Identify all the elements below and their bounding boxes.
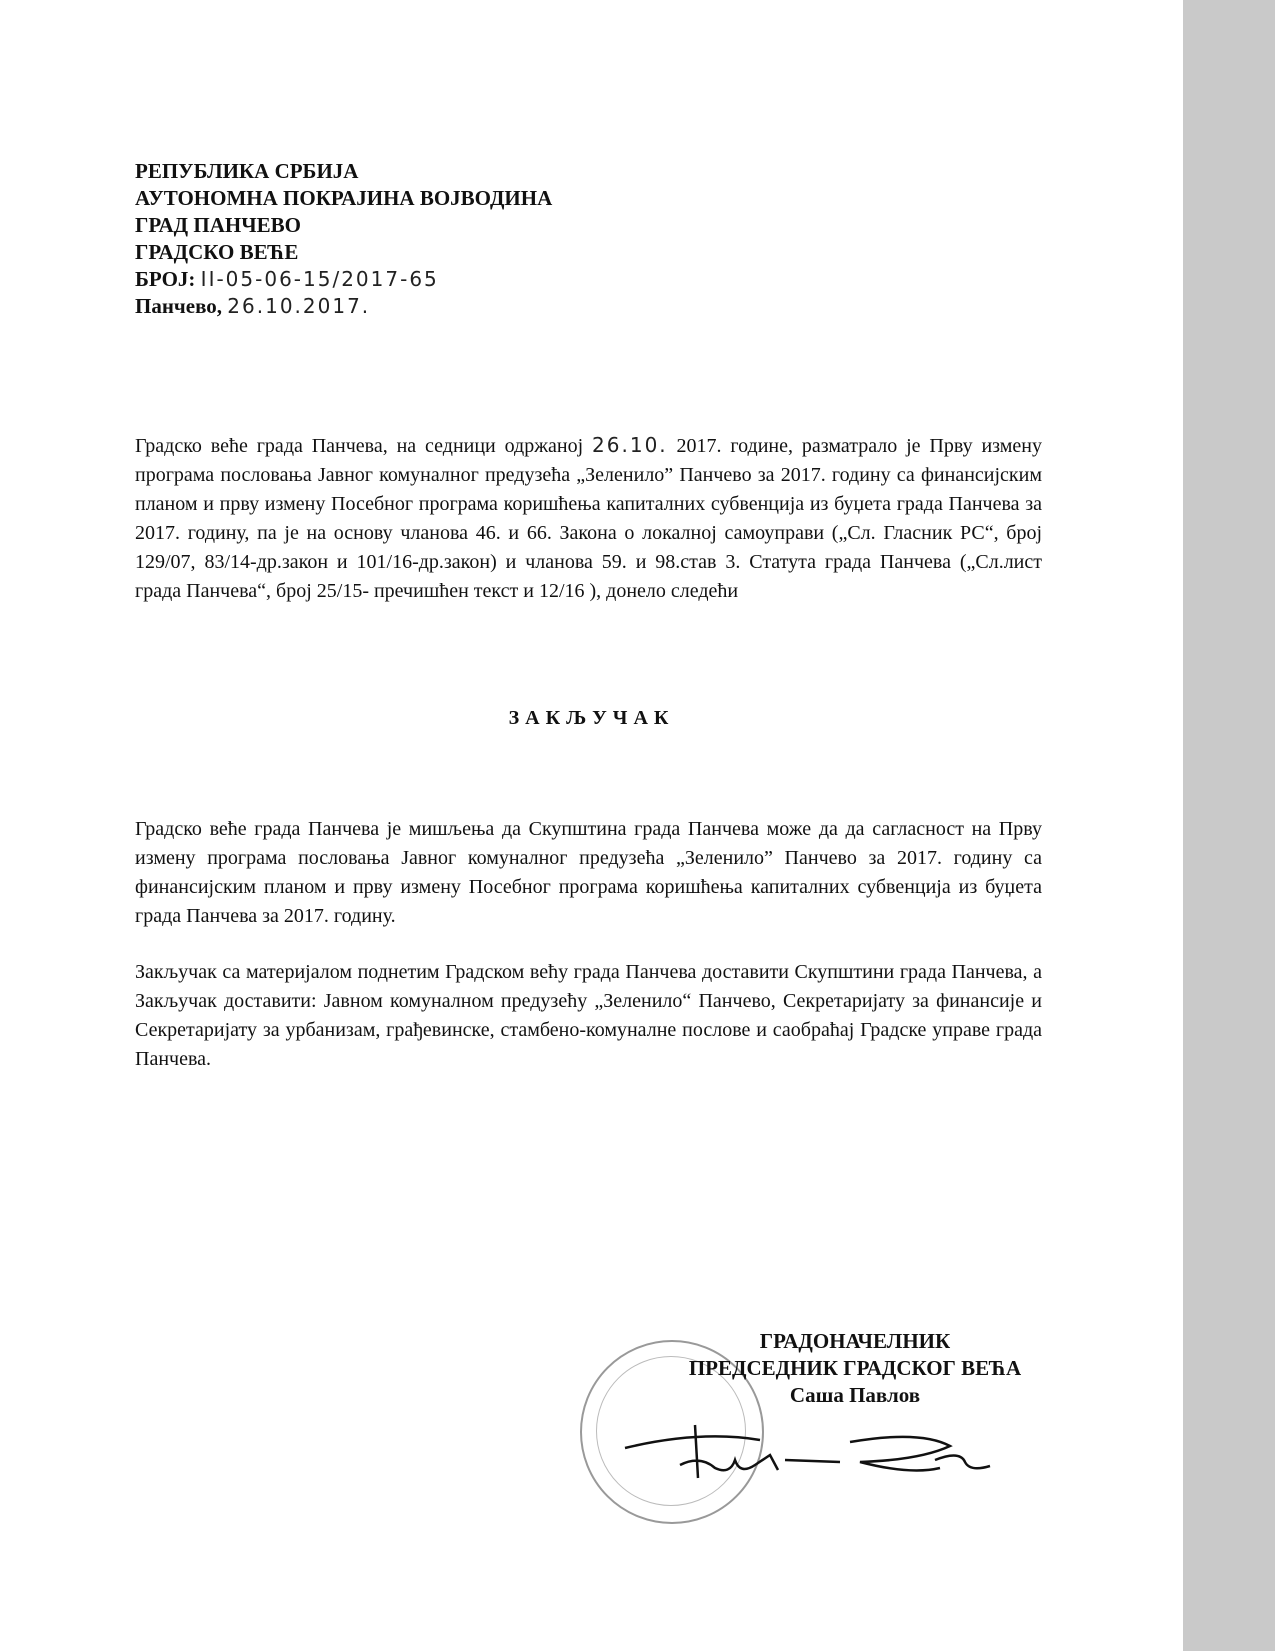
document-title: ЗАКЉУЧАК <box>508 707 675 729</box>
intro-text: 2017. године, разматрало је Прву измену програма пословања Јавног комуналног предузећа „Зеленило” Панчево за 2017. годину са финансијским планом и прву измену Посебног програма коришћења капиталних субвенција из буџета града Панчева за 2017. годину, па је на основу чланова 46. и 66. Закона о локалној самоуправи („Сл. Гласник РС“, број 129/07, 83/14-др.закон и 101/16-др.закон) и чланова 59. и 98.став 3. Статута града Панчева („Сл.лист града Панчева“, број 25/15- пречишћен текст и 12/16 ), донело следећи <box>135 435 1042 602</box>
handwritten-date: 26.10. <box>592 433 668 457</box>
intro-text: Градско веће града Панчева, на седници одржаној <box>135 435 593 457</box>
header-line: АУТОНОМНА ПОКРАЈИНА ВОЈВОДИНА <box>135 186 553 210</box>
signer-role: ГРАДОНАЧЕЛНИК <box>759 1329 951 1353</box>
signer-role: ПРЕДСЕДНИК ГРАДСКОГ ВЕЋА <box>688 1356 1022 1380</box>
header-line: РЕПУБЛИКА СРБИЈА <box>135 159 359 183</box>
header-line: ГРАД ПАНЧЕВО <box>135 213 301 237</box>
handwritten-signature <box>620 1420 1000 1490</box>
intro-paragraph <box>135 431 1042 606</box>
date-value: 26.10.2017. <box>227 294 371 318</box>
delivery-paragraph: Закључак са материјалом поднетим Градском већу града Панчева доставити Скупштини града Панчева, а Закључак доставити: Јавном комуналном предузећу „Зеленило“ Панчево, Секретаријату за финансије и Секретаријату за урбанизам, грађевинске, стамбено-комуналне послове и саобраћај Градске управе града Панчева. <box>135 961 1042 1070</box>
signature-block <box>620 1328 1090 1409</box>
signer-name: Саша Павлов <box>789 1383 921 1407</box>
document-place-date <box>135 293 552 320</box>
place-label: Панчево, <box>135 294 223 318</box>
header-line: ГРАДСКО ВЕЋЕ <box>135 240 299 264</box>
document-header <box>135 158 552 320</box>
number-label: БРОЈ: <box>135 267 196 291</box>
conclusion-paragraph: Градско веће града Панчева је мишљења да Скупштина града Панчева може да да сагласност на Прву измену програма пословања Јавног комуналног предузећа „Зеленило” Панчево за 2017. годину са финансијским планом и прву измену Посебног програма коришћења капиталних субвенција из буџета града Панчева за 2017. годину. <box>135 818 1042 927</box>
document-number <box>135 266 552 293</box>
scan-edge <box>1183 0 1275 1651</box>
number-value: II-05-06-15/2017-65 <box>200 267 439 291</box>
